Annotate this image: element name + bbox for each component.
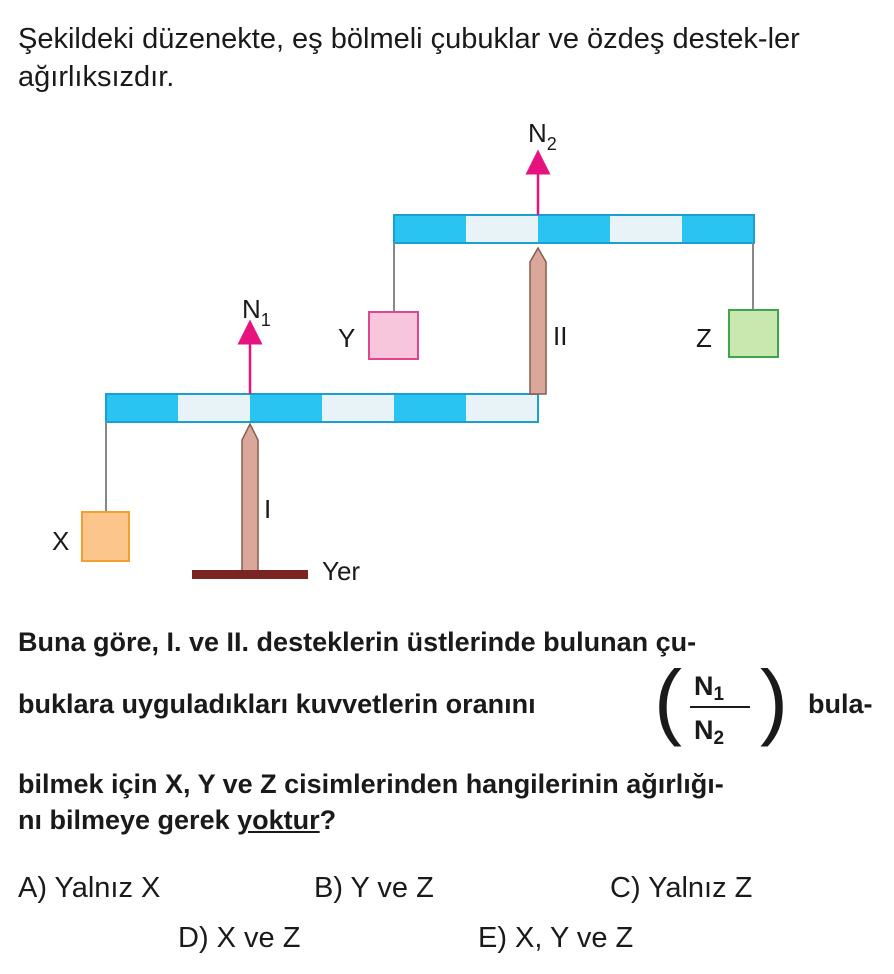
question-line-2-text: buklara uyguladıkları kuvvetlerin oranını [18, 689, 536, 719]
label-support-2: II [553, 321, 568, 351]
label-support-1: I [264, 494, 272, 524]
option-e[interactable]: E) X, Y ve Z [478, 922, 634, 954]
lower-bar [106, 394, 538, 422]
option-c[interactable]: C) Yalnız Z [610, 872, 753, 904]
option-d[interactable]: D) X ve Z [178, 922, 301, 954]
ratio-fraction [650, 653, 790, 750]
box-z [729, 310, 778, 357]
label-z: Z [696, 323, 712, 353]
label-x: X [52, 526, 70, 556]
label-n2: $N_2$ [528, 118, 557, 154]
box-x [82, 512, 129, 561]
intro-text: Şekildeki düzenekte, eş bölmeli çubuklar ve özdeş destek-ler ağırlıksızdır. [18, 23, 800, 93]
right-paren: ) [760, 653, 788, 747]
fraction-bar [690, 706, 750, 708]
label-n1: $N_1$ [242, 294, 271, 330]
question-line-1: Buna göre, I. ve II. desteklerin üstlerinde bulunan çu- [18, 627, 697, 657]
ground-bar [192, 570, 308, 579]
label-y: Y [338, 323, 356, 353]
question-line-4 [18, 802, 878, 838]
support-1 [242, 424, 258, 572]
left-paren: ( [654, 653, 682, 747]
underlined-yoktur: yoktur [237, 805, 320, 835]
question-line-4-post: ? [319, 805, 337, 835]
question-line-2 [18, 653, 878, 749]
option-a[interactable]: A) Yalnız X [18, 872, 161, 904]
ratio-denominator: $N_2$ [694, 715, 725, 749]
ratio-numerator: $N_1$ [694, 671, 725, 705]
label-ground: Yer [322, 556, 361, 586]
question-line-3: bilmek için X, Y ve Z cisimlerinden hangilerinin ağırlığı- [18, 769, 724, 799]
question-line-4-pre: nı bilmeye gerek [18, 805, 238, 835]
option-b[interactable]: B) Y ve Z [314, 872, 434, 904]
question-line-2-tail: bula- [808, 689, 873, 719]
upper-bar [394, 215, 754, 243]
support-2 [530, 248, 546, 394]
box-y [369, 312, 418, 359]
